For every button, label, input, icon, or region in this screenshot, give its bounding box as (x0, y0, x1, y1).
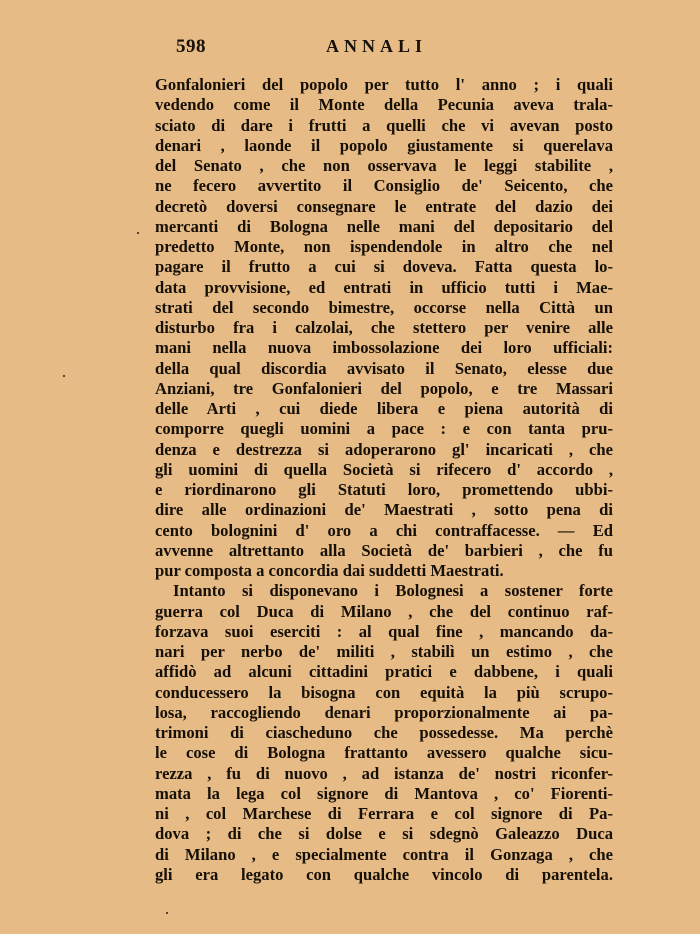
text-line: mata la lega col signore di Mantova , co' Fiorenti- (155, 783, 613, 803)
body-text (155, 75, 613, 885)
text-line: denari , laonde il popolo giustamente si querelava (155, 135, 613, 155)
text-line: vedendo come il Monte della Pecunia aveva trala- (155, 95, 613, 115)
text-line: mani nella nuova imbossolazione dei loro ufficiali: (155, 338, 613, 358)
text-line: data provvisione, ed entrati in ufficio tutti i Mae- (155, 277, 613, 297)
text-line: mercanti di Bologna nelle mani del depositario del (155, 216, 613, 236)
text-line: comporre quegli uomini a pace : e con tanta pru- (155, 419, 613, 439)
text-line: strati del secondo bimestre, occorse nella Città un (155, 297, 613, 317)
ink-speck (63, 375, 65, 377)
ink-speck (166, 912, 168, 914)
text-line: predetto Monte, non ispendendole in altro che nel (155, 237, 613, 256)
text-line: sciato di dare i frutti a quelli che vi avevan posto (155, 115, 613, 135)
text-line: dova ; di che si dolse e si sdegnò Galeazzo Duca (155, 824, 613, 844)
text-line: Anziani, tre Gonfalonieri del popolo, e tre Massari (155, 378, 613, 398)
text-line: Intanto si disponevano i Bolognesi a sostener forte (173, 581, 613, 601)
text-line: guerra col Duca di Milano , che del continuo raf- (155, 601, 613, 621)
text-line: dire alle ordinazioni de' Maestrati , sotto pena di (155, 500, 613, 520)
text-line: ni , col Marchese di Ferrara e col signore di Pa- (155, 804, 613, 823)
text-line: cento bolognini d' oro a chi contraffacesse. — Ed (155, 520, 613, 540)
text-line: pagare il frutto a cui si doveva. Fatta questa lo- (155, 257, 613, 277)
text-line: disturbo fra i calzolai, che stettero per venire alle (155, 318, 613, 337)
text-line: trimoni di ciascheduno che possedesse. Ma perchè (155, 723, 613, 742)
text-line: denza e destrezza si adoperarono gl' incaricati , che (155, 439, 613, 459)
ink-speck (137, 232, 139, 234)
page-number: 598 (176, 36, 206, 57)
text-line: avvenne altrettanto alla Società de' barbieri , che fu (155, 540, 613, 560)
text-line: Gonfalonieri del popolo per tutto l' anno ; i quali (155, 75, 613, 94)
text-line: nari per nerbo de' militi , stabilì un estimo , che (155, 642, 613, 661)
text-line: gli era legato con qualche vincolo di parentela. (155, 864, 613, 884)
text-line: losa, raccogliendo denari proporzionalmente ai pa- (155, 702, 613, 722)
text-line: gli uomini di quella Società si rifecero d' accordo , (155, 459, 613, 479)
text-line: e riordinarono gli Statuti loro, promettendo ubbi- (155, 480, 613, 499)
running-title: ANNALI (326, 36, 428, 56)
text-line: delle Arti , cui diede libera e piena autorità di (155, 399, 613, 418)
text-line: di Milano , e specialmente contra il Gonzaga , che (155, 844, 613, 864)
page-header (0, 36, 700, 62)
text-line: della qual discordia avvisato il Senato, elesse due (155, 358, 613, 378)
text-line: pur composta a concordia dai suddetti Maestrati. (155, 561, 504, 580)
text-line: le cose di Bologna frattanto avessero qualche sicu- (155, 743, 613, 763)
text-line: ne fecero avvertito il Consiglio de' Seicento, che (155, 176, 613, 196)
text-line: affidò ad alcuni cittadini pratici e dabbene, i quali (155, 662, 613, 682)
text-line: conducessero la bisogna con equità la più scrupo- (155, 682, 613, 702)
text-line: forzava suoi eserciti : al qual fine , mancando da- (155, 621, 613, 641)
text-line: rezza , fu di nuovo , ad istanza de' nostri riconfer- (155, 763, 613, 783)
text-line: del Senato , che non osservava le leggi stabilite , (155, 156, 613, 175)
text-line: decretò doversi consegnare le entrate del dazio dei (155, 196, 613, 216)
